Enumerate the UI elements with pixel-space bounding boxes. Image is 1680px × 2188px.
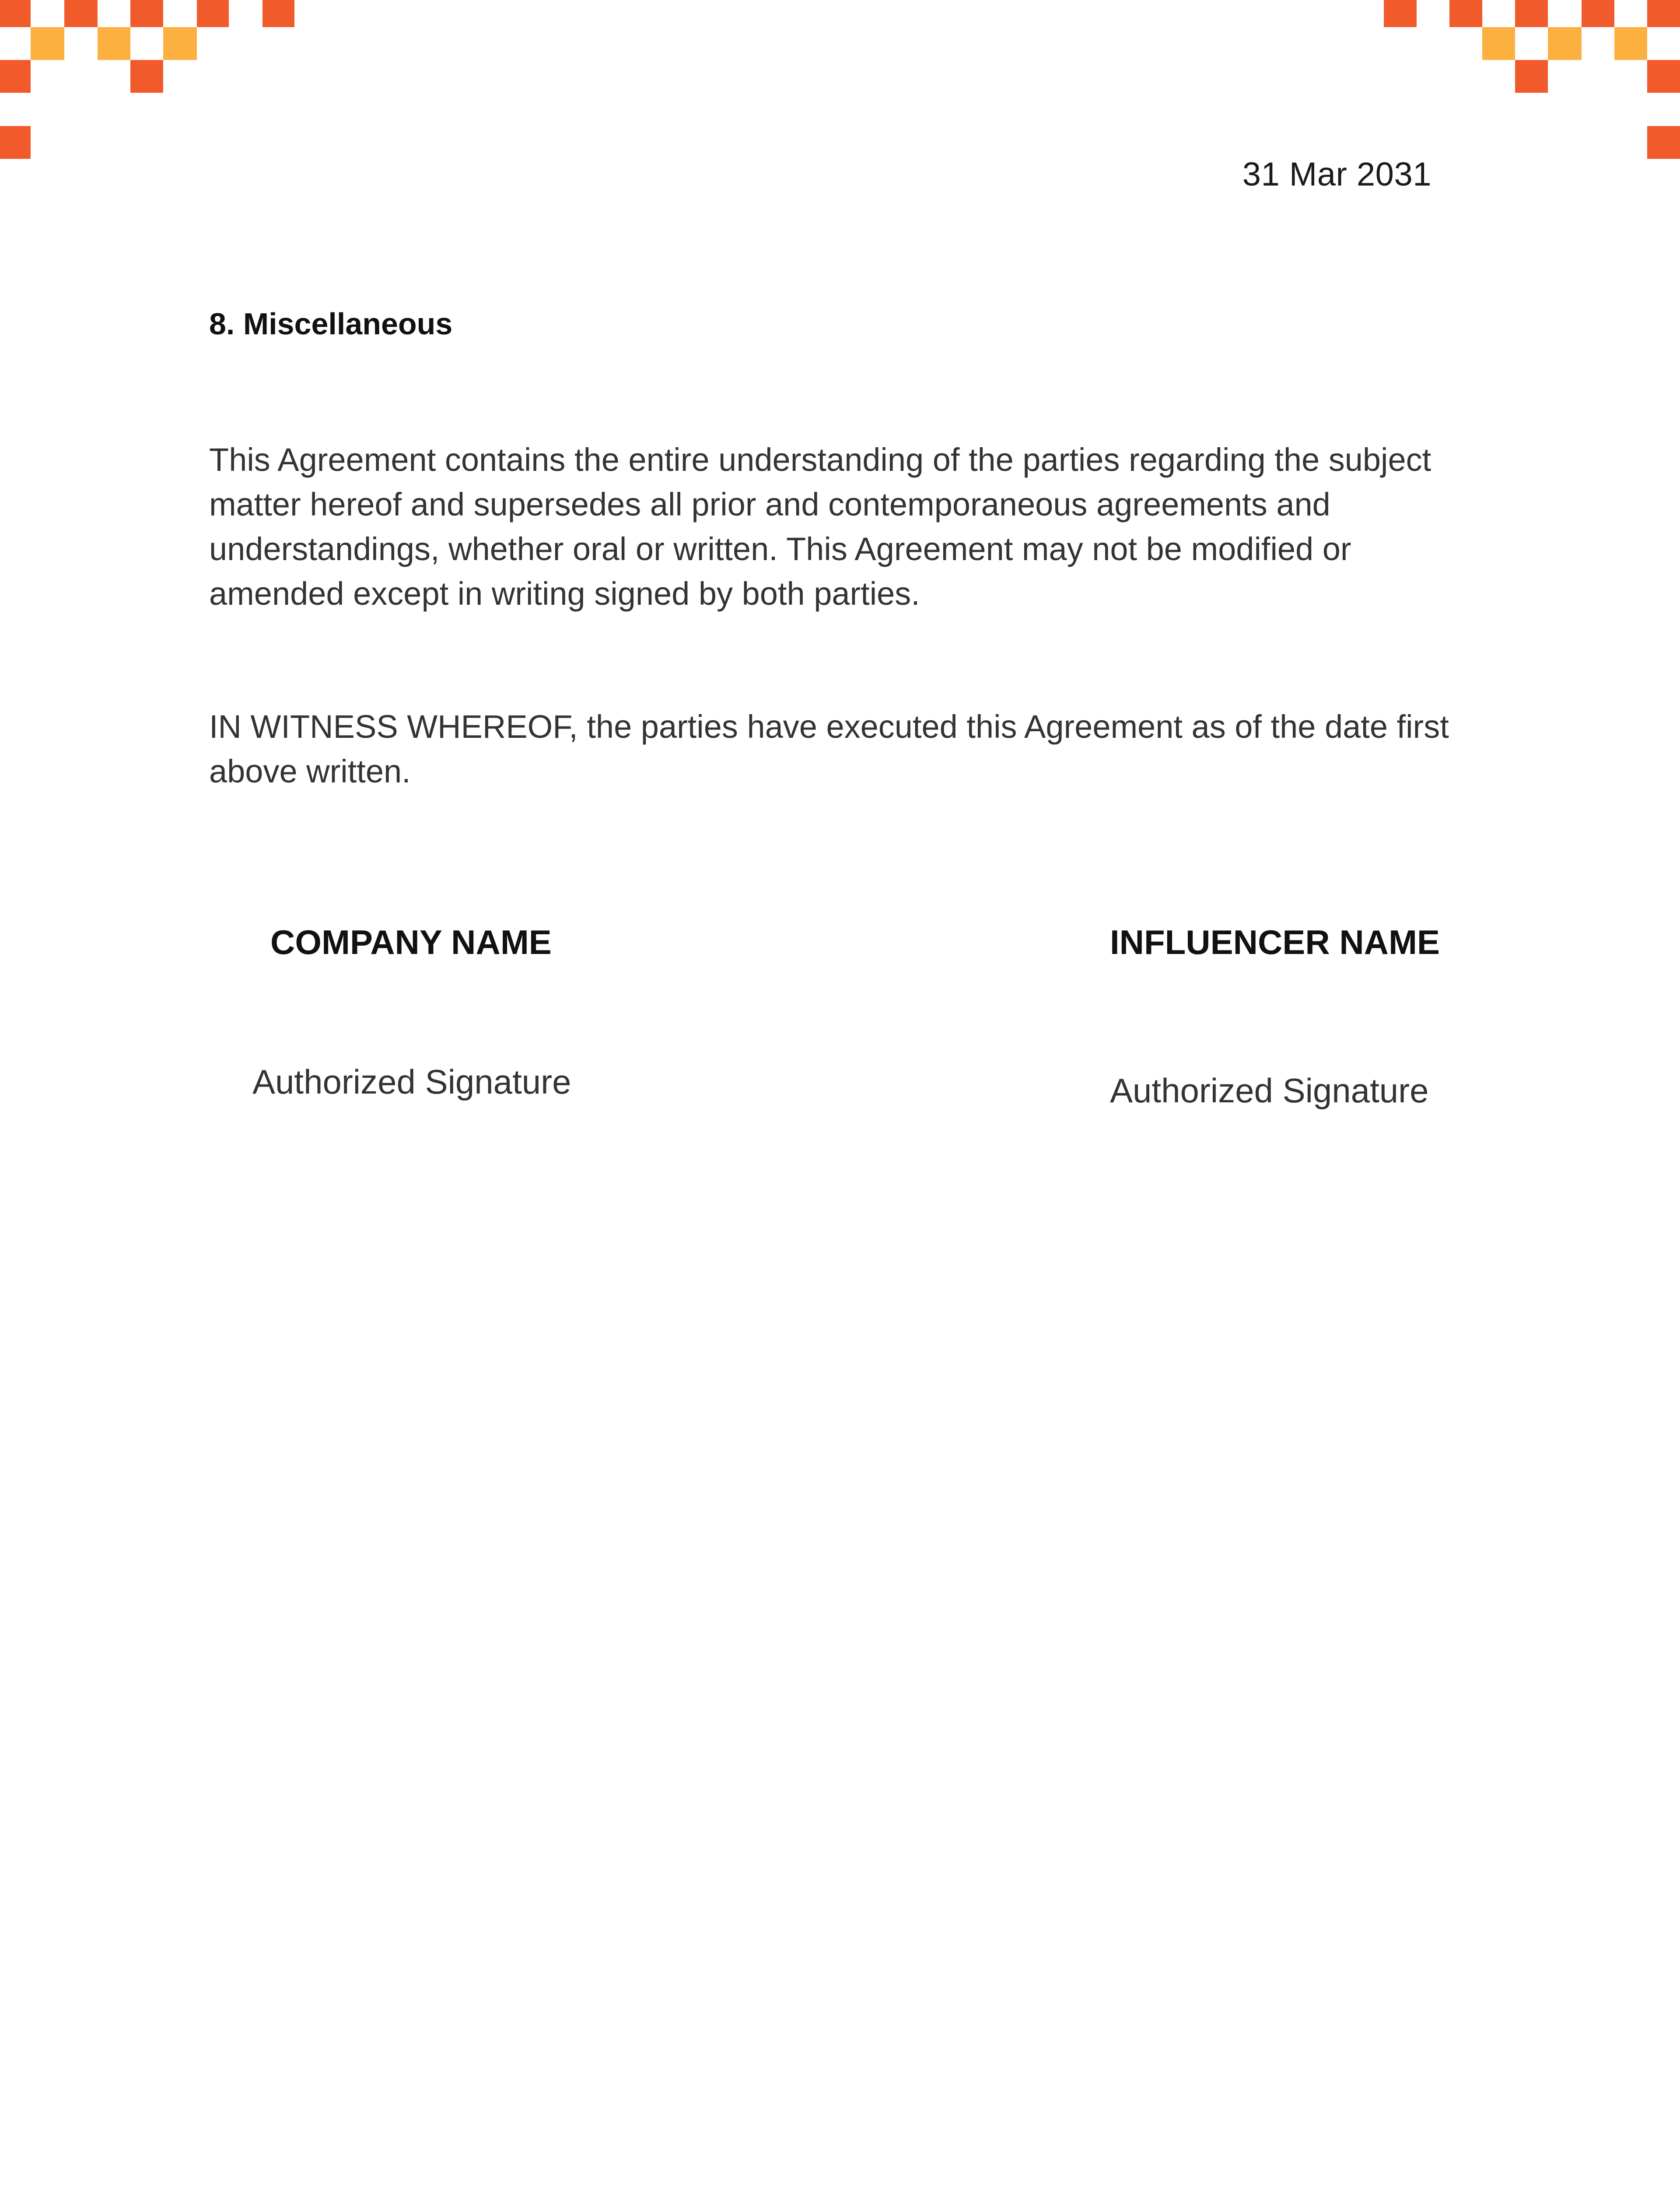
company-name-label: COMPANY NAME [270, 923, 552, 961]
influencer-name-label: INFLUENCER NAME [1110, 923, 1440, 961]
section-heading: 8. Miscellaneous [209, 307, 453, 341]
witness-paragraph: IN WITNESS WHEREOF, the parties have executed this Agreement as of the date first above written. [209, 708, 1449, 789]
top-left-checker-pattern [0, 0, 294, 159]
document-date: 31 Mar 2031 [1242, 156, 1432, 193]
miscellaneous-paragraph: This Agreement contains the entire understanding of the parties regarding the subject matter hereof and supersedes all prior and contemporaneous agreements and understandings, whether oral or written. This Agreement may not be modified or amended except in writing signed by both parties. [209, 442, 1432, 612]
influencer-signature-label: Authorized Signature [1110, 1071, 1429, 1110]
top-right-checker-pattern [1384, 0, 1680, 159]
company-signature-label: Authorized Signature [252, 1062, 571, 1101]
